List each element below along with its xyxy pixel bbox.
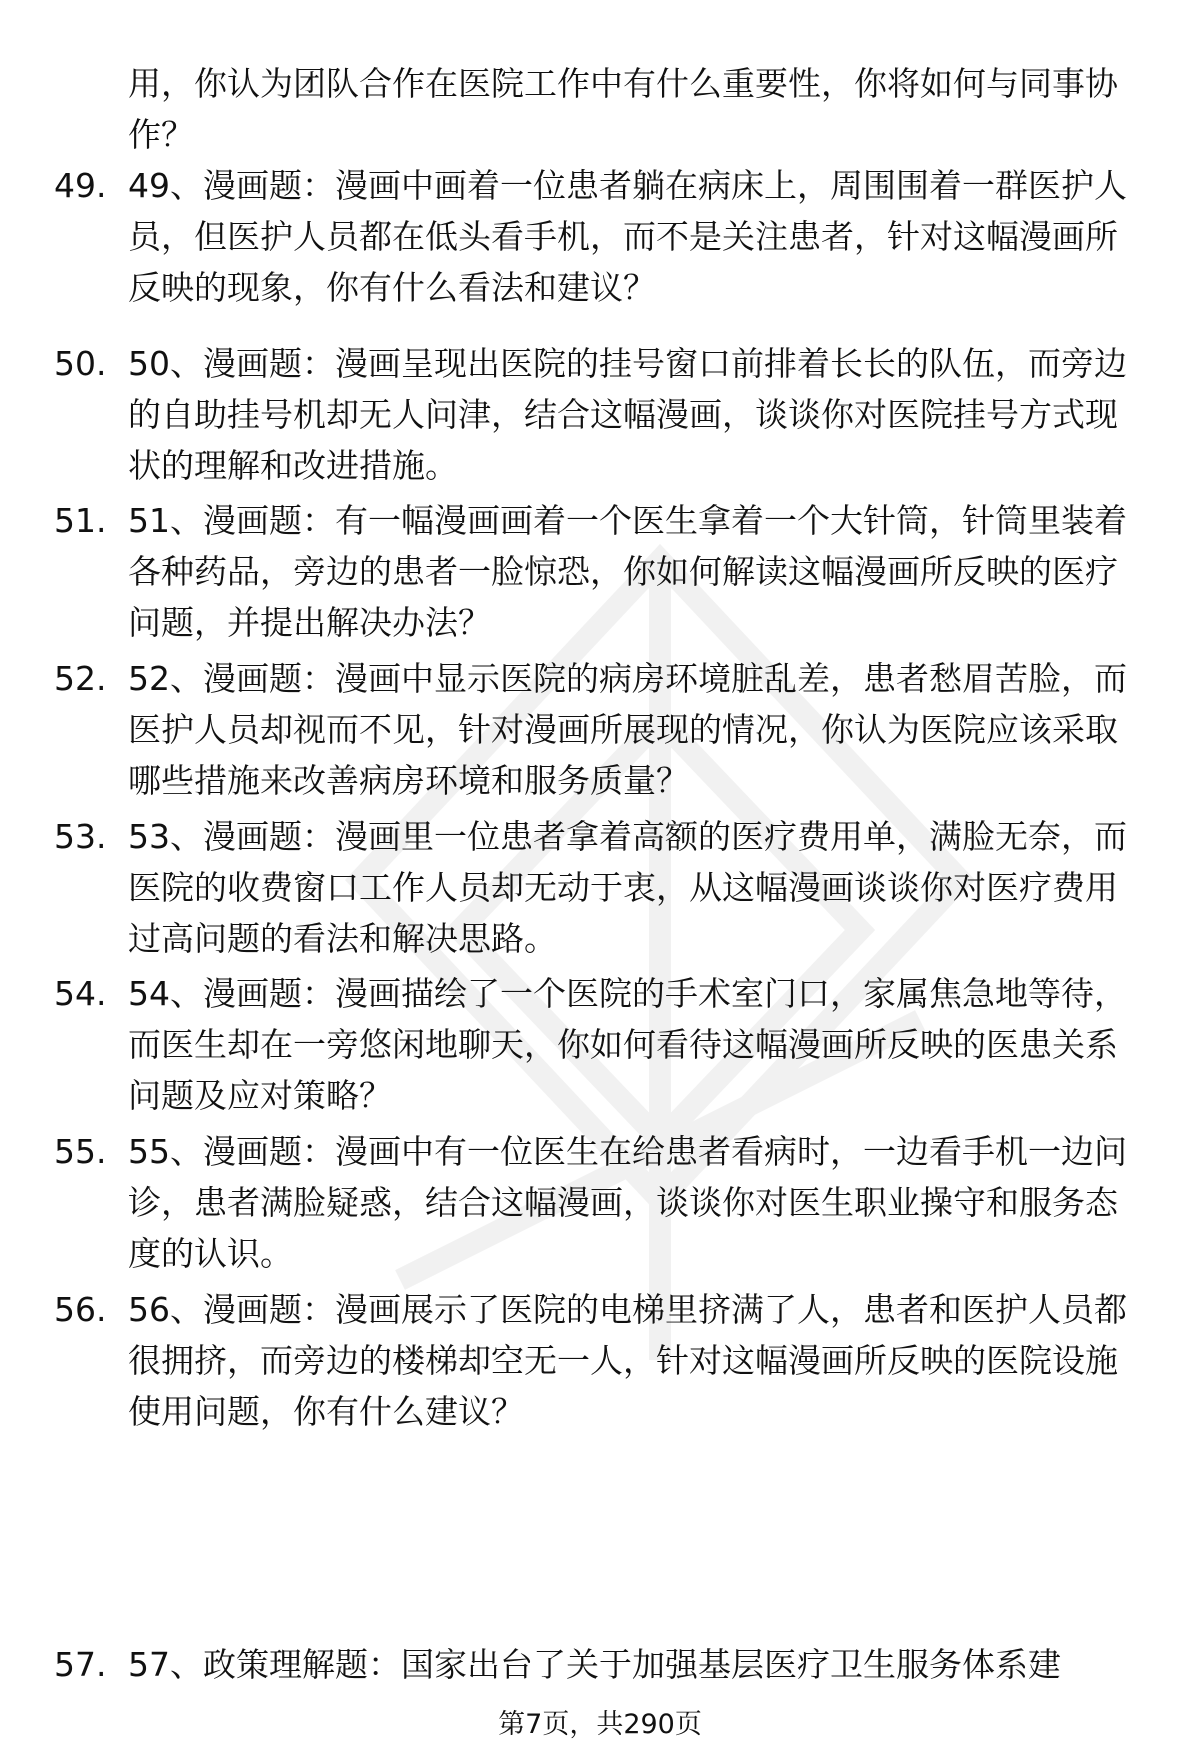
- item-number: 50.: [54, 344, 107, 383]
- item-number: 54.: [54, 974, 107, 1013]
- item-number: 57.: [54, 1645, 107, 1684]
- item-number: 53.: [54, 817, 107, 856]
- item-text: 56、漫画题：漫画展示了医院的电梯里挤满了人，患者和医护人员都很拥挤，而旁边的楼梯却空无一人，针对这幅漫画所反映的医院设施使用问题，你有什么建议？: [128, 1290, 1127, 1431]
- item-number: 49.: [54, 166, 107, 205]
- item-text: 49、漫画题：漫画中画着一位患者躺在病床上，周围围着一群医护人员，但医护人员都在低头看手机，而不是关注患者，针对这幅漫画所反映的现象，你有什么看法和建议？: [128, 166, 1127, 307]
- item-number: 52.: [54, 659, 107, 698]
- page-footer: 第7页，共290页: [498, 1709, 702, 1740]
- item-text: 55、漫画题：漫画中有一位医生在给患者看病时，一边看手机一边问诊，患者满脸疑惑，结合这幅漫画，谈谈你对医生职业操守和服务态度的认识。: [128, 1132, 1127, 1273]
- item-text: 53、漫画题：漫画里一位患者拿着高额的医疗费用单，满脸无奈，而医院的收费窗口工作人员却无动于衷，从这幅漫画谈谈你对医疗费用过高问题的看法和解决思路。: [128, 817, 1127, 958]
- item-text: 50、漫画题：漫画呈现出医院的挂号窗口前排着长长的队伍，而旁边的自助挂号机却无人问津，结合这幅漫画，谈谈你对医院挂号方式现状的理解和改进措施。: [128, 344, 1127, 485]
- continuation-paragraph: 用，你认为团队合作在医院工作中有什么重要性，你将如何与同事协作？: [128, 64, 1118, 154]
- item-number: 56.: [54, 1290, 107, 1329]
- item-text: 51、漫画题：有一幅漫画画着一个医生拿着一个大针筒，针筒里装着各种药品，旁边的患者一脸惊恐，你如何解读这幅漫画所反映的医疗问题，并提出解决办法？: [128, 501, 1127, 642]
- item-text: 52、漫画题：漫画中显示医院的病房环境脏乱差，患者愁眉苦脸，而医护人员却视而不见，针对漫画所展现的情况，你认为医院应该采取哪些措施来改善病房环境和服务质量？: [128, 659, 1127, 800]
- item-text: 57、政策理解题：国家出台了关于加强基层医疗卫生服务体系建: [128, 1645, 1061, 1684]
- item-number: 51.: [54, 501, 107, 540]
- item-number: 55.: [54, 1132, 107, 1171]
- item-text: 54、漫画题：漫画描绘了一个医院的手术室门口，家属焦急地等待，而医生却在一旁悠闲地聊天，你如何看待这幅漫画所反映的医患关系问题及应对策略？: [128, 974, 1127, 1115]
